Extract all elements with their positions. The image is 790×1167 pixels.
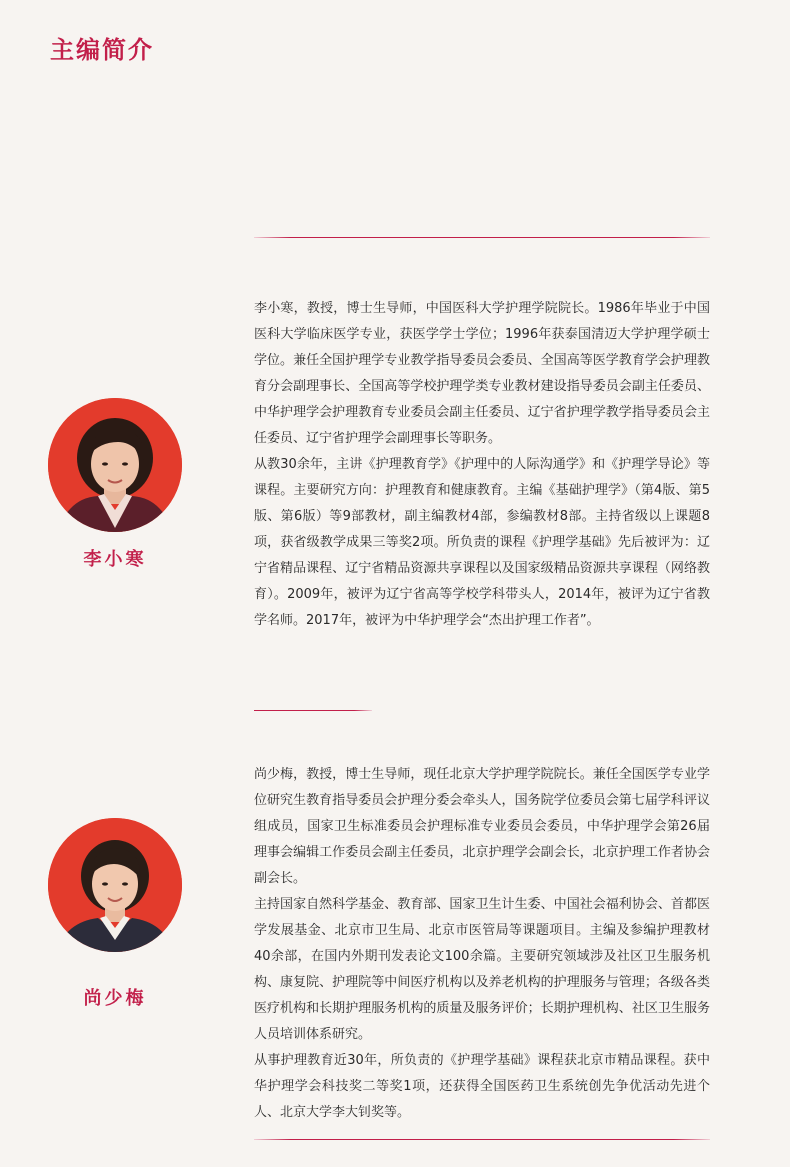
avatar-shang-shaomei [48, 818, 182, 952]
editor-bio-1 [254, 296, 710, 634]
section-divider-middle [254, 710, 372, 711]
avatar-li-xiaohan [48, 398, 182, 532]
bio-paragraph: 尚少梅，教授，博士生导师，现任北京大学护理学院院长。兼任全国医学专业学位研究生教育指导委员会护理分委会牵头人，国务院学位委员会第七届学科评议组成员，国家卫生标准委员会护理标准专业委员会委员，中华护理学会第26届理事会编辑工作委员会副主任委员，北京护理学会副会长，北京护理工作者协会副会长。 [254, 767, 710, 886]
section-divider-bottom [254, 1139, 710, 1140]
bio-paragraph: 从教30余年，主讲《护理教育学》《护理中的人际沟通学》和《护理学导论》等课程。主要研究方向：护理教育和健康教育。主编《基础护理学》（第4版、第5版、第6版）等9部教材，副主编教材4部，参编教材8部。主持省级以上课题8项，获省级教学成果三等奖2项。所负责的课程《护理学基础》先后被评为：辽宁省精品课程、辽宁省精品资源共享课程以及国家级精品资源共享课程（网络教育）。2009年，被评为辽宁省高等学校学科带头人，2014年，被评为辽宁省教学名师。2017年，被评为中华护理学会“杰出护理工作者”。 [254, 457, 710, 628]
editor-bio-2 [254, 762, 710, 1126]
editor-name-2: 尚少梅 [83, 988, 147, 1009]
bio-paragraph: 从事护理教育近30年，所负责的《护理学基础》课程获北京市精品课程。获中华护理学会科技奖二等奖1项，还获得全国医药卫生系统创先争优活动先进个人、北京大学李大钊奖等。 [254, 1053, 710, 1120]
bio-paragraph: 李小寒，教授，博士生导师，中国医科大学护理学院院长。1986年毕业于中国医科大学临床医学专业，获医学学士学位；1996年获泰国清迈大学护理学硕士学位。兼任全国护理学专业教学指导委员会委员、全国高等医学教育学会护理教育分会副理事长、全国高等学校护理学类专业教材建设指导委员会副主任委员、中华护理学会护理教育专业委员会副主任委员、辽宁省护理学教学指导委员会主任委员、辽宁省护理学会副理事长等职务。 [254, 301, 710, 446]
editor-name-1: 李小寒 [83, 549, 147, 570]
page-title: 主编简介 [50, 35, 154, 64]
bio-paragraph: 主持国家自然科学基金、教育部、国家卫生计生委、中国社会福利协会、首都医学发展基金、北京市卫生局、北京市医管局等课题项目。主编及参编护理教材40余部，在国内外期刊发表论文100余篇。主要研究领域涉及社区卫生服务机构、康复院、护理院等中间医疗机构以及养老机构的护理服务与管理；各级各类医疗机构和长期护理服务机构的质量及服务评价；长期护理机构、社区卫生服务人员培训体系研究。 [254, 897, 710, 1042]
section-divider-top [254, 237, 710, 238]
